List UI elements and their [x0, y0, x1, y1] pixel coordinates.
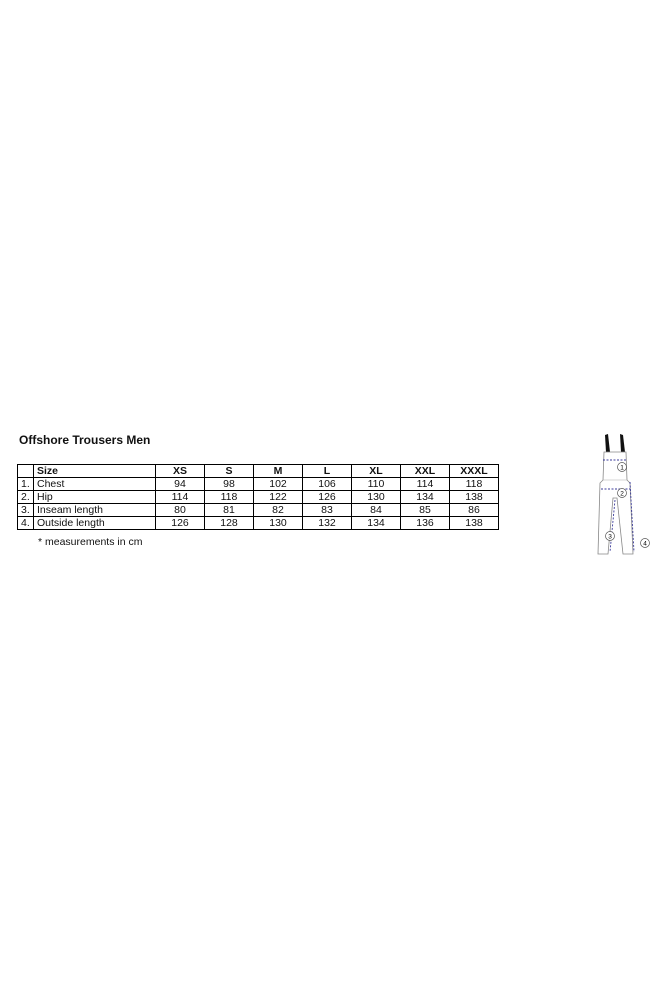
table-cell: 122	[254, 491, 303, 504]
table-cell: 114	[401, 478, 450, 491]
table-cell: 81	[205, 504, 254, 517]
table-cell: 130	[352, 491, 401, 504]
size-header-xxl: XXL	[401, 465, 450, 478]
table-cell: 128	[205, 517, 254, 530]
svg-text:2: 2	[620, 490, 624, 498]
row-index: 1.	[18, 478, 34, 491]
table-cell: 126	[156, 517, 205, 530]
table-cell: 118	[450, 478, 499, 491]
row-label: Hip	[34, 491, 156, 504]
table-row-outside-length	[18, 517, 499, 530]
svg-text:4: 4	[643, 540, 647, 548]
table-cell: 126	[303, 491, 352, 504]
table-cell: 130	[254, 517, 303, 530]
table-cell: 134	[401, 491, 450, 504]
row-label: Outside length	[34, 517, 156, 530]
row-label: Inseam length	[34, 504, 156, 517]
strap-left-icon	[605, 434, 610, 452]
table-cell: 132	[303, 517, 352, 530]
table-row-inseam	[18, 504, 499, 517]
table-header-index	[18, 465, 34, 478]
table-cell: 138	[450, 491, 499, 504]
size-header-xxxl: XXXL	[450, 465, 499, 478]
row-index: 4.	[18, 517, 34, 530]
size-header-s: S	[205, 465, 254, 478]
trousers-outline-icon	[598, 452, 633, 554]
table-cell: 106	[303, 478, 352, 491]
table-cell: 138	[450, 517, 499, 530]
svg-text:1: 1	[620, 464, 624, 472]
chart-title: Offshore Trousers Men	[19, 433, 151, 447]
table-header-size: Size	[34, 465, 156, 478]
row-label: Chest	[34, 478, 156, 491]
table-cell: 134	[352, 517, 401, 530]
table-row-chest	[18, 478, 499, 491]
size-header-m: M	[254, 465, 303, 478]
table-cell: 94	[156, 478, 205, 491]
table-cell: 118	[205, 491, 254, 504]
marker-2	[618, 489, 627, 498]
strap-right-icon	[620, 434, 625, 452]
table-row-hip	[18, 491, 499, 504]
table-cell: 80	[156, 504, 205, 517]
table-cell: 110	[352, 478, 401, 491]
row-index: 2.	[18, 491, 34, 504]
table-header-row	[18, 465, 499, 478]
table-cell: 86	[450, 504, 499, 517]
row-index: 3.	[18, 504, 34, 517]
table-cell: 83	[303, 504, 352, 517]
size-header-xs: XS	[156, 465, 205, 478]
svg-text:3: 3	[608, 533, 612, 541]
measurement-note: * measurements in cm	[38, 536, 143, 548]
size-header-xl: XL	[352, 465, 401, 478]
table-cell: 85	[401, 504, 450, 517]
trousers-diagram	[590, 430, 654, 560]
outside-length-measure-line	[630, 482, 634, 552]
table-cell: 84	[352, 504, 401, 517]
table-cell: 98	[205, 478, 254, 491]
table-cell: 136	[401, 517, 450, 530]
table-cell: 102	[254, 478, 303, 491]
table-cell: 114	[156, 491, 205, 504]
marker-4	[641, 539, 650, 548]
size-table	[17, 464, 499, 530]
table-cell: 82	[254, 504, 303, 517]
marker-1	[618, 463, 627, 472]
marker-3	[606, 532, 615, 541]
size-header-l: L	[303, 465, 352, 478]
